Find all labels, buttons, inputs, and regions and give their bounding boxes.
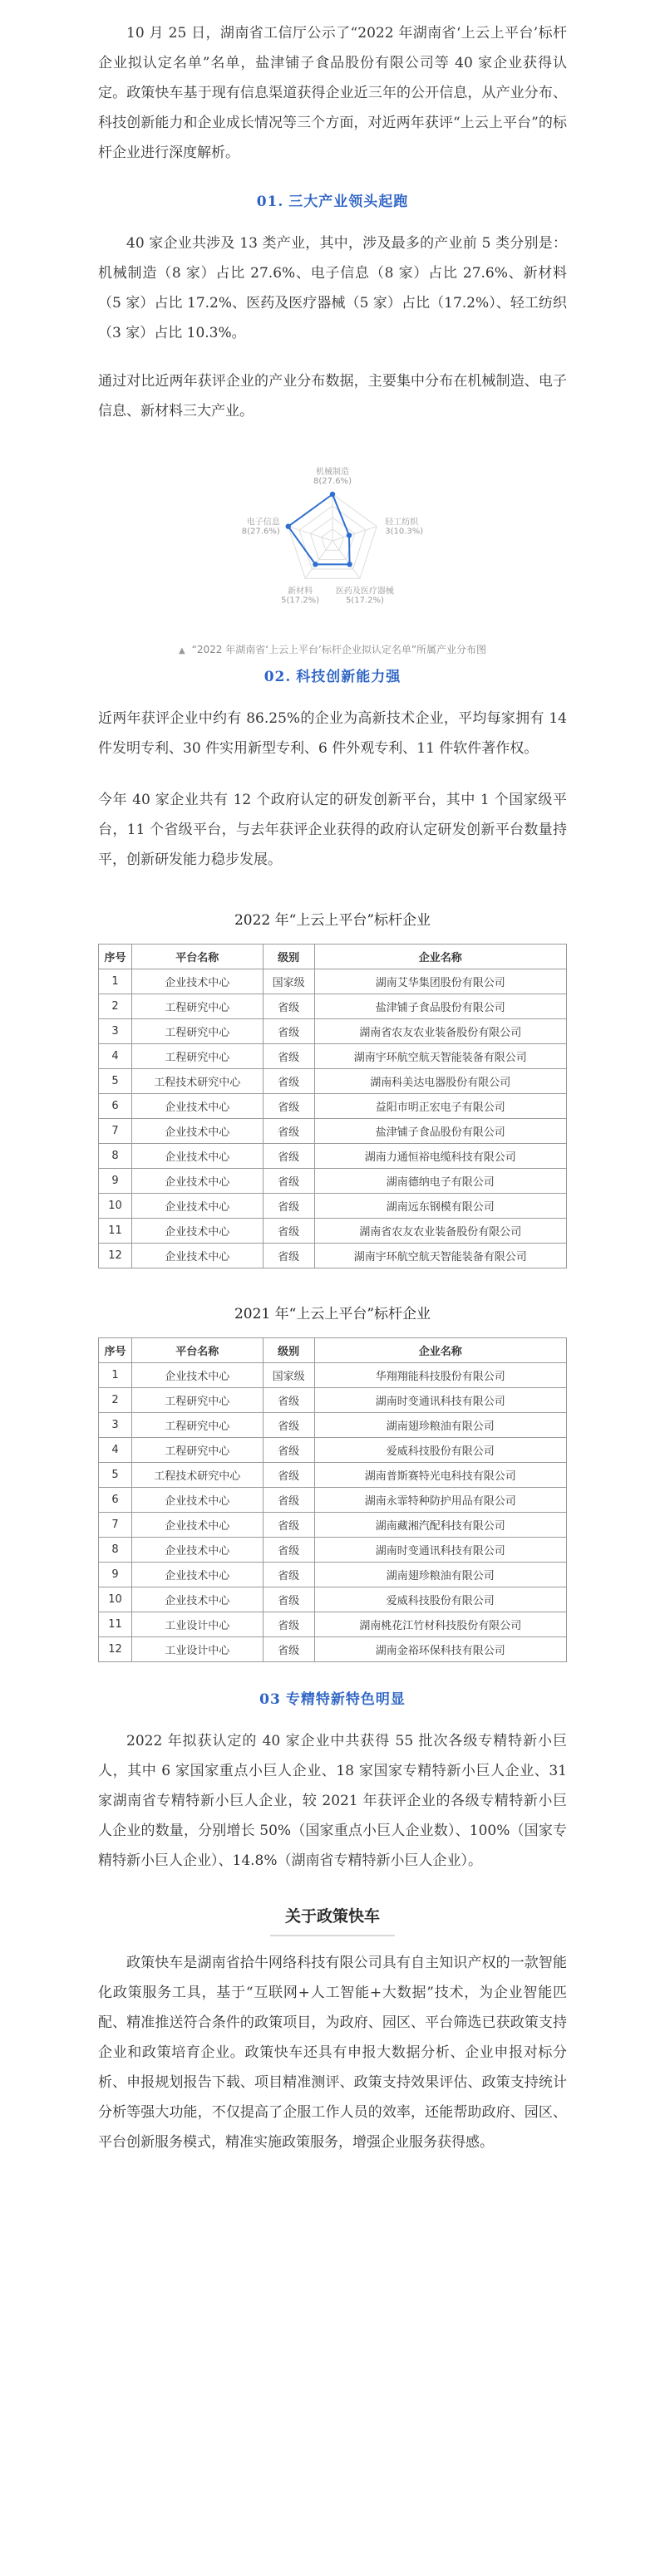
industry-radar-chart [98,448,567,656]
table-row [99,1019,567,1044]
cell-level: 省级 [263,1019,314,1044]
cell-company: 湖南时变通讯科技有限公司 [314,1388,566,1413]
cell-platform: 工程研究中心 [131,1438,263,1463]
cell-index: 1 [99,1363,132,1388]
intro-paragraph: 10 月 25 日，湖南省工信厅公示了“2022 年湖南省‘上云上平台’标杆企业拟认定名单”名单，盐津铺子食品股份有限公司等 40 家企业获得认定。政策快车基于现有信息渠道获得企业近三年的公开信息，从产业分布、科技创新能力和企业成长情况等三个方面，对近两年获评“上云上平台”的标杆企业进行深度解析。 [98,25,567,161]
cell-index: 8 [99,1538,132,1563]
table-row [99,1538,567,1563]
cell-company: 湖南远东钢模有限公司 [314,1194,566,1219]
table-row [99,1612,567,1637]
cell-platform: 工程技术研究中心 [131,1463,263,1488]
cell-level: 省级 [263,1488,314,1513]
radar-svg [200,448,466,639]
cell-platform: 工程研究中心 [131,1044,263,1069]
table-row [99,1563,567,1587]
cell-level: 省级 [263,1538,314,1563]
cell-platform: 企业技术中心 [131,1244,263,1268]
cell-platform: 企业技术中心 [131,1563,263,1587]
radar-axis-label: 机械制造 [316,468,349,477]
cell-platform: 企业技术中心 [131,1169,263,1194]
table-header-row [99,1338,567,1363]
table-row [99,1094,567,1119]
cell-index: 1 [99,969,132,994]
table-row [99,1194,567,1219]
cell-level: 省级 [263,1069,314,1094]
section-3-title: 专精特新特色明显 [285,1691,406,1708]
section-2-paragraph-2: 今年 40 家企业共有 12 个政府认定的研发创新平台，其中 1 个国家级平台，11 个省级平台，与去年获评企业获得的政府认定研发创新平台数量持平，创新研发能力稳步发展。 [98,792,567,868]
cell-index: 10 [99,1587,132,1612]
table-row [99,1587,567,1612]
cell-platform: 工程研究中心 [131,1413,263,1438]
radar-axis-label: 电子信息 [246,518,280,527]
radar-point [347,532,352,537]
cell-platform: 工业设计中心 [131,1612,263,1637]
cell-platform: 企业技术中心 [131,1119,263,1144]
cell-level: 省级 [263,1587,314,1612]
section-1-paragraph-1: 40 家企业共涉及 13 类产业，其中，涉及最多的产业前 5 类分别是：机械制造（8 家）占比 27.6%、电子信息（8 家）占比 27.6%、新材料（5 家）占比 17.2%、医药及医疗器械（5 家）占比（17.2%）、轻工纺织（3 家）占比 10.3%。 [98,235,567,341]
cell-index: 6 [99,1488,132,1513]
cell-company: 湖南翅珍粮油有限公司 [314,1413,566,1438]
radar-value-label: 3(10.3%) [385,527,424,537]
table-row [99,969,567,994]
radar-value-label: 8(27.6%) [313,477,352,486]
cell-level: 国家级 [263,969,314,994]
cell-level: 省级 [263,1094,314,1119]
cell-company: 湖南宇环航空航天智能装备有限公司 [314,1044,566,1069]
radar-axis-label: 新材料 [288,586,313,596]
cell-index: 7 [99,1119,132,1144]
triangle-icon: ▲ [178,646,185,655]
cell-level: 省级 [263,1244,314,1268]
table-row [99,1363,567,1388]
cell-level: 省级 [263,1563,314,1587]
cell-company: 湖南金裕环保科技有限公司 [314,1637,566,1662]
cell-platform: 工程研究中心 [131,1388,263,1413]
cell-index: 2 [99,994,132,1019]
cell-company: 湖南艾华集团股份有限公司 [314,969,566,994]
table-row [99,1388,567,1413]
cell-platform: 工程研究中心 [131,1019,263,1044]
radar-point [330,492,335,497]
cell-level: 省级 [263,1194,314,1219]
cell-level: 国家级 [263,1363,314,1388]
radar-caption-text: “2022 年湖南省‘上云上平台’标杆企业拟认定名单”所属产业分布图 [191,644,487,655]
cell-index: 11 [99,1219,132,1244]
cell-index: 4 [99,1044,132,1069]
cell-index: 8 [99,1144,132,1169]
table-row [99,1144,567,1169]
radar-value-label: 8(27.6%) [241,527,280,537]
cell-index: 2 [99,1388,132,1413]
cell-level: 省级 [263,1169,314,1194]
col-header-company: 企业名称 [314,945,566,969]
section-1-title: 三大产业领头起跑 [288,194,409,210]
cell-index: 12 [99,1244,132,1268]
cell-level: 省级 [263,1463,314,1488]
cell-platform: 企业技术中心 [131,1094,263,1119]
cell-level: 省级 [263,994,314,1019]
cell-company: 湖南力通恒裕电缆科技有限公司 [314,1144,566,1169]
cell-level: 省级 [263,1144,314,1169]
cell-index: 5 [99,1463,132,1488]
radar-caption [98,642,567,656]
article [0,18,665,2191]
cell-platform: 企业技术中心 [131,1513,263,1538]
cell-level: 省级 [263,1413,314,1438]
section-3-paragraph: 2022 年拟获认定的 40 家企业中共获得 55 批次各级专精特新小巨人，其中 6 家国家重点小巨人企业、18 家国家专精特新小巨人企业、31 家湖南省专精特新小巨人企业，较 2021 年获评企业的各级专精特新小巨人企业的数量，分别增长 50%（国家重点小巨人企业数）、100%（国家专精特新小巨人企业）、14.8%（湖南省专精特新小巨人企业）。 [98,1733,567,1869]
cell-level: 省级 [263,1219,314,1244]
cell-platform: 企业技术中心 [131,969,263,994]
table-row [99,1244,567,1268]
cell-index: 11 [99,1612,132,1637]
table-2022 [98,944,567,1268]
cell-platform: 企业技术中心 [131,1488,263,1513]
section-3-heading [98,1687,567,1708]
cell-index: 3 [99,1413,132,1438]
cell-platform: 企业技术中心 [131,1538,263,1563]
cell-company: 盐津铺子食品股份有限公司 [314,1119,566,1144]
radar-point [313,562,318,567]
cell-index: 9 [99,1169,132,1194]
cell-company: 湖南德纳电子有限公司 [314,1169,566,1194]
table-row [99,1637,567,1662]
cell-company: 湖南普斯赛特光电科技有限公司 [314,1463,566,1488]
cell-company: 湖南永霏特种防护用品有限公司 [314,1488,566,1513]
table-2021-title: 2021 年“上云上平台”标杆企业 [234,1306,431,1322]
cell-index: 10 [99,1194,132,1219]
cell-level: 省级 [263,1438,314,1463]
radar-value-label: 5(17.2%) [281,596,320,606]
cell-company: 爱威科技股份有限公司 [314,1438,566,1463]
table-row [99,1438,567,1463]
cell-level: 省级 [263,1612,314,1637]
table-row [99,1413,567,1438]
cell-index: 4 [99,1438,132,1463]
table-row [99,1119,567,1144]
section-2-number: 02. [264,669,292,685]
cell-platform: 工程研究中心 [131,994,263,1019]
table-header-row [99,945,567,969]
section-2-title: 科技创新能力强 [296,669,401,685]
cell-company: 湖南翅珍粮油有限公司 [314,1563,566,1587]
radar-value-label: 5(17.2%) [345,596,384,606]
cell-index: 6 [99,1094,132,1119]
col-header-index: 序号 [99,1338,132,1363]
cell-company: 湖南宇环航空航天智能装备有限公司 [314,1244,566,1268]
radar-point [286,523,291,528]
cell-company: 爱威科技股份有限公司 [314,1587,566,1612]
table-row [99,1513,567,1538]
radar-axis-label: 医药及医疗器械 [335,586,394,596]
section-2-heading [98,665,567,685]
col-header-platform: 平台名称 [131,1338,263,1363]
cell-company: 湖南时变通讯科技有限公司 [314,1538,566,1563]
cell-index: 12 [99,1637,132,1662]
table-row [99,994,567,1019]
radar-axis-label: 轻工纺织 [385,518,419,527]
cell-level: 省级 [263,1513,314,1538]
cell-platform: 企业技术中心 [131,1144,263,1169]
cell-level: 省级 [263,1637,314,1662]
table-row [99,1069,567,1094]
col-header-index: 序号 [99,945,132,969]
cell-platform: 企业技术中心 [131,1194,263,1219]
section-1-number: 01. [256,194,284,210]
cell-company: 华翔翔能科技股份有限公司 [314,1363,566,1388]
cell-company: 湖南省农友农业装备股份有限公司 [314,1019,566,1044]
table-2021 [98,1337,567,1662]
table-row [99,1219,567,1244]
cell-platform: 工业设计中心 [131,1637,263,1662]
section-1-heading [98,189,567,210]
cell-index: 3 [99,1019,132,1044]
cell-company: 湖南藏湘汽配科技有限公司 [314,1513,566,1538]
section-2-paragraph-1: 近两年获评企业中约有 86.25%的企业为高新技术企业，平均每家拥有 14 件发明专利、30 件实用新型专利、6 件外观专利、11 件软件著作权。 [98,710,567,757]
col-header-level: 级别 [263,1338,314,1363]
cell-company: 湖南科美达电器股份有限公司 [314,1069,566,1094]
table-row [99,1488,567,1513]
table-row [99,1463,567,1488]
cell-index: 7 [99,1513,132,1538]
cell-index: 9 [99,1563,132,1587]
about-divider [270,1935,395,1936]
cell-platform: 企业技术中心 [131,1587,263,1612]
col-header-company: 企业名称 [314,1338,566,1363]
about-paragraph: 政策快车是湖南省拾牛网络科技有限公司具有自主知识产权的一款智能化政策服务工具，基于“互联网+人工智能+大数据”技术，为企业智能匹配、精准推送符合条件的政策项目，为政府、园区、平台筛选已获政策支持企业和政策培育企业。政策快车还具有申报大数据分析、企业申报对标分析、申报规划报告下载、项目精准测评、政策支持效果评估、政策支持统计分析等强大功能，不仅提高了企服工作人员的效率，还能帮助政府、园区、平台创新服务模式，精准实施政策服务，增强企业服务获得感。 [98,1955,567,2151]
table-row [99,1169,567,1194]
col-header-level: 级别 [263,945,314,969]
cell-level: 省级 [263,1044,314,1069]
about-title: 关于政策快车 [284,1907,380,1926]
cell-platform: 企业技术中心 [131,1363,263,1388]
cell-company: 益阳市明正宏电子有限公司 [314,1094,566,1119]
cell-platform: 企业技术中心 [131,1219,263,1244]
table-row [99,1044,567,1069]
cell-platform: 工程技术研究中心 [131,1069,263,1094]
cell-company: 盐津铺子食品股份有限公司 [314,994,566,1019]
section-1-paragraph-2: 通过对比近两年获评企业的产业分布数据，主要集中分布在机械制造、电子信息、新材料三大产业。 [98,373,567,420]
section-3-number: 03 [259,1691,281,1708]
cell-level: 省级 [263,1388,314,1413]
col-header-platform: 平台名称 [131,945,263,969]
cell-company: 湖南桃花江竹材科技股份有限公司 [314,1612,566,1637]
table-2022-title: 2022 年“上云上平台”标杆企业 [234,912,431,929]
cell-company: 湖南省农友农业装备股份有限公司 [314,1219,566,1244]
cell-level: 省级 [263,1119,314,1144]
radar-point [347,562,352,567]
cell-index: 5 [99,1069,132,1094]
